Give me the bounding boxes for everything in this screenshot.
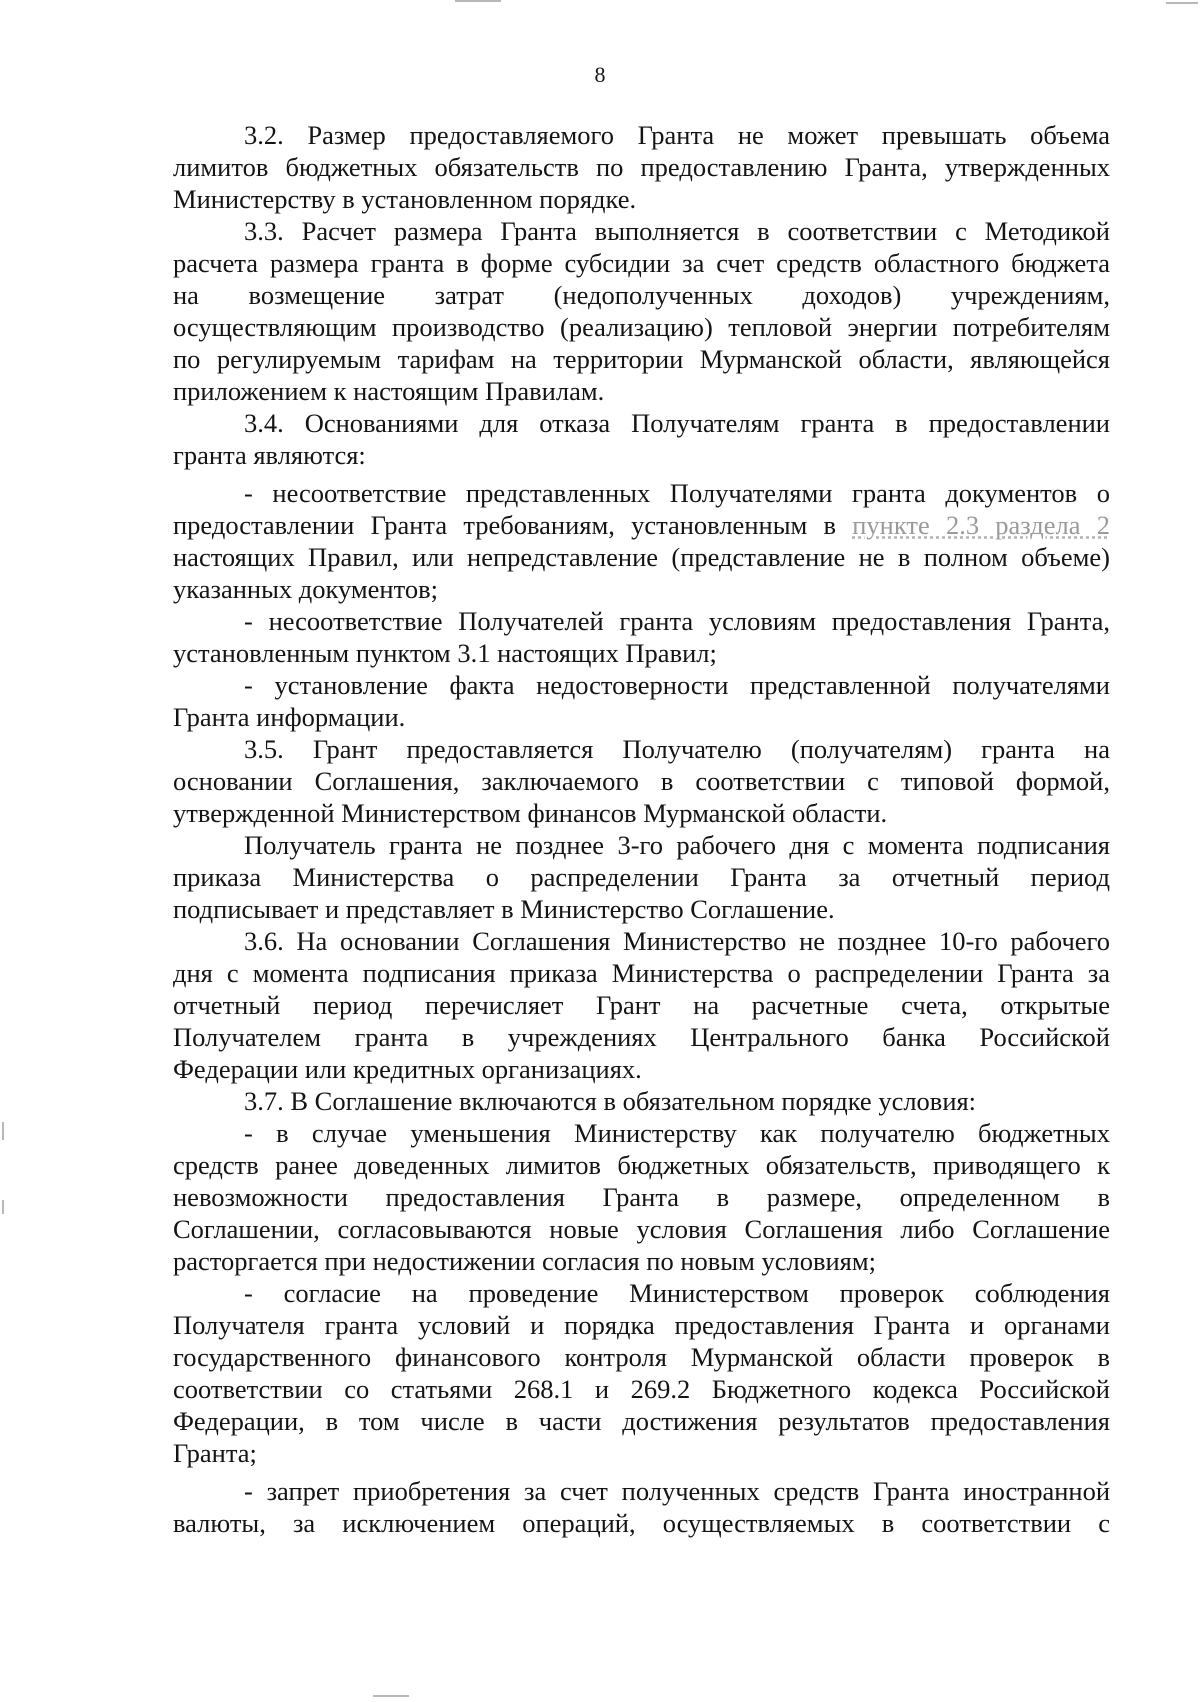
text-line: на возмещение затрат (недополученных доходов) учреждениям, <box>173 280 1110 310</box>
scan-mark-top <box>455 0 501 2</box>
text-line: 3.6. На основании Соглашения Министерство не позднее 10-го рабочего <box>244 926 1110 956</box>
text-line: государственного финансового контроля Мурманской области проверок в <box>173 1342 1110 1372</box>
text-line: - в случае уменьшения Министерству как получателю бюджетных <box>244 1118 1110 1148</box>
text-line: подписывает и представляет в Министерство Соглашение. <box>173 894 835 924</box>
text-line: 3.4. Основаниями для отказа Получателям гранта в предоставлении <box>244 408 1110 438</box>
text-line: Получателя гранта условий и порядка предоставления Гранта и органами <box>173 1310 1110 1340</box>
text-line: утвержденной Министерством финансов Мурманской области. <box>173 798 888 828</box>
text-line: 3.7. В Соглашение включаются в обязательном порядке условия: <box>244 1086 977 1116</box>
text-line: установленным пунктом 3.1 настоящих Правил; <box>173 638 717 668</box>
scan-mark-left <box>2 1122 4 1140</box>
document-body <box>173 119 1110 1539</box>
text-line: - согласие на проведение Министерством проверок соблюдения <box>244 1278 1110 1308</box>
text-line: осуществляющим производство (реализацию) тепловой энергии потребителям <box>173 312 1110 342</box>
text-line: - запрет приобретения за счет полученных средств Гранта иностранной <box>244 1476 1110 1506</box>
scan-mark-bottom <box>373 1695 409 1697</box>
text-line: - несоответствие Получателей гранта условиям предоставления Гранта, <box>244 606 1110 636</box>
text-line: по регулируемым тарифам на территории Мурманской области, являющейся <box>173 344 1110 374</box>
text-line: приложением к настоящим Правилам. <box>173 376 605 406</box>
text-line: валюты, за исключением операций, осуществляемых в соответствии с <box>173 1508 1110 1538</box>
text-line: 3.3. Расчет размера Гранта выполняется в соответствии с Методикой <box>244 216 1110 246</box>
text-line: Федерации или кредитных организациях. <box>173 1054 642 1084</box>
text-line: Соглашении, согласовываются новые условия Соглашения либо Соглашение <box>173 1214 1110 1244</box>
text-line: - установление факта недостоверности представленной получателями <box>244 670 1110 700</box>
line-text: предоставлении Гранта требованиям, установленным в <box>173 510 853 540</box>
text-line: расторгается при недостижении согласия по новым условиям; <box>173 1246 877 1276</box>
text-line: Министерству в установленном порядке. <box>173 184 637 214</box>
text-line: дня с момента подписания приказа Министерства о распределении Гранта за <box>173 958 1110 988</box>
scan-mark-top-right <box>1166 2 1198 4</box>
text-line: Получателем гранта в учреждениях Центрального банка Российской <box>173 1022 1110 1052</box>
text-line: лимитов бюджетных обязательств по предоставлению Гранта, утвержденных <box>173 152 1110 182</box>
text-line: соответствии со статьями 268.1 и 269.2 Бюджетного кодекса Российской <box>173 1374 1110 1404</box>
text-line: невозможности предоставления Гранта в размере, определенном в <box>173 1182 1110 1212</box>
text-line: гранта являются: <box>173 440 366 470</box>
text-line: Гранта; <box>173 1438 257 1468</box>
page-number: 8 <box>594 62 606 87</box>
text-line: отчетный период перечисляет Грант на расчетные счета, открытые <box>173 990 1110 1020</box>
text-line: 3.2. Размер предоставляемого Гранта не может превышать объема <box>244 120 1110 150</box>
text-line: Федерации, в том числе в части достижения результатов предоставления <box>173 1406 1110 1436</box>
text-line: расчета размера гранта в форме субсидии за счет средств областного бюджета <box>173 248 1110 278</box>
text-line: средств ранее доведенных лимитов бюджетных обязательств, приводящего к <box>173 1150 1110 1180</box>
text-line: приказа Министерства о распределении Гранта за отчетный период <box>173 862 1110 892</box>
text-line <box>173 509 1110 541</box>
text-line: основании Соглашения, заключаемого в соответствии с типовой формой, <box>173 766 1110 796</box>
scan-mark-left-2 <box>2 1200 4 1214</box>
text-line: 3.5. Грант предоставляется Получателю (получателям) гранта на <box>244 734 1110 764</box>
text-line: настоящих Правил, или непредставление (представление не в полном объеме) <box>173 542 1110 572</box>
text-line: указанных документов; <box>173 574 438 604</box>
text-line: Получатель гранта не позднее 3-го рабочего дня с момента подписания <box>244 830 1110 860</box>
text-line: Гранта информации. <box>173 702 406 732</box>
cross-reference-link[interactable]: пункте 2.3 раздела 2 <box>852 510 1110 540</box>
text-line: - несоответствие представленных Получателями гранта документов о <box>244 478 1110 508</box>
